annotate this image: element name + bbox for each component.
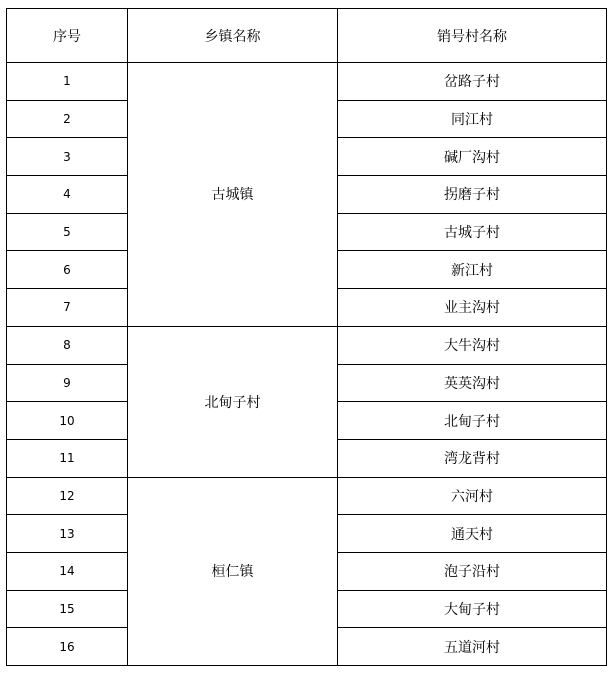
- row-index: 6: [7, 251, 128, 289]
- row-index: 15: [7, 590, 128, 628]
- row-index: 10: [7, 402, 128, 440]
- header-row: [7, 9, 607, 63]
- village-name: 通天村: [338, 515, 607, 553]
- village-name: 大牛沟村: [338, 326, 607, 364]
- header-index: 序号: [7, 9, 128, 63]
- header-town: 乡镇名称: [128, 9, 338, 63]
- village-name: 碱厂沟村: [338, 138, 607, 176]
- village-name: 岔路子村: [338, 63, 607, 101]
- village-name: 英英沟村: [338, 364, 607, 402]
- row-index: 7: [7, 289, 128, 327]
- table-row: [7, 326, 607, 364]
- village-name: 古城子村: [338, 213, 607, 251]
- row-index: 13: [7, 515, 128, 553]
- village-name: 泡子沿村: [338, 552, 607, 590]
- row-index: 9: [7, 364, 128, 402]
- row-index: 8: [7, 326, 128, 364]
- table-row: [7, 477, 607, 515]
- row-index: 2: [7, 100, 128, 138]
- village-name: 同江村: [338, 100, 607, 138]
- village-name: 六河村: [338, 477, 607, 515]
- village-name: 大甸子村: [338, 590, 607, 628]
- row-index: 14: [7, 552, 128, 590]
- row-index: 4: [7, 176, 128, 214]
- header-village: 销号村名称: [338, 9, 607, 63]
- village-name: 拐磨子村: [338, 176, 607, 214]
- row-index: 11: [7, 439, 128, 477]
- village-name: 新江村: [338, 251, 607, 289]
- town-name: 古城镇: [128, 63, 338, 327]
- village-name: 五道河村: [338, 628, 607, 666]
- town-name: 北甸子村: [128, 326, 338, 477]
- row-index: 16: [7, 628, 128, 666]
- town-name: 桓仁镇: [128, 477, 338, 665]
- village-table: [6, 8, 607, 666]
- village-name: 业主沟村: [338, 289, 607, 327]
- table-row: [7, 63, 607, 101]
- row-index: 3: [7, 138, 128, 176]
- row-index: 1: [7, 63, 128, 101]
- row-index: 5: [7, 213, 128, 251]
- row-index: 12: [7, 477, 128, 515]
- village-name: 湾龙背村: [338, 439, 607, 477]
- village-name: 北甸子村: [338, 402, 607, 440]
